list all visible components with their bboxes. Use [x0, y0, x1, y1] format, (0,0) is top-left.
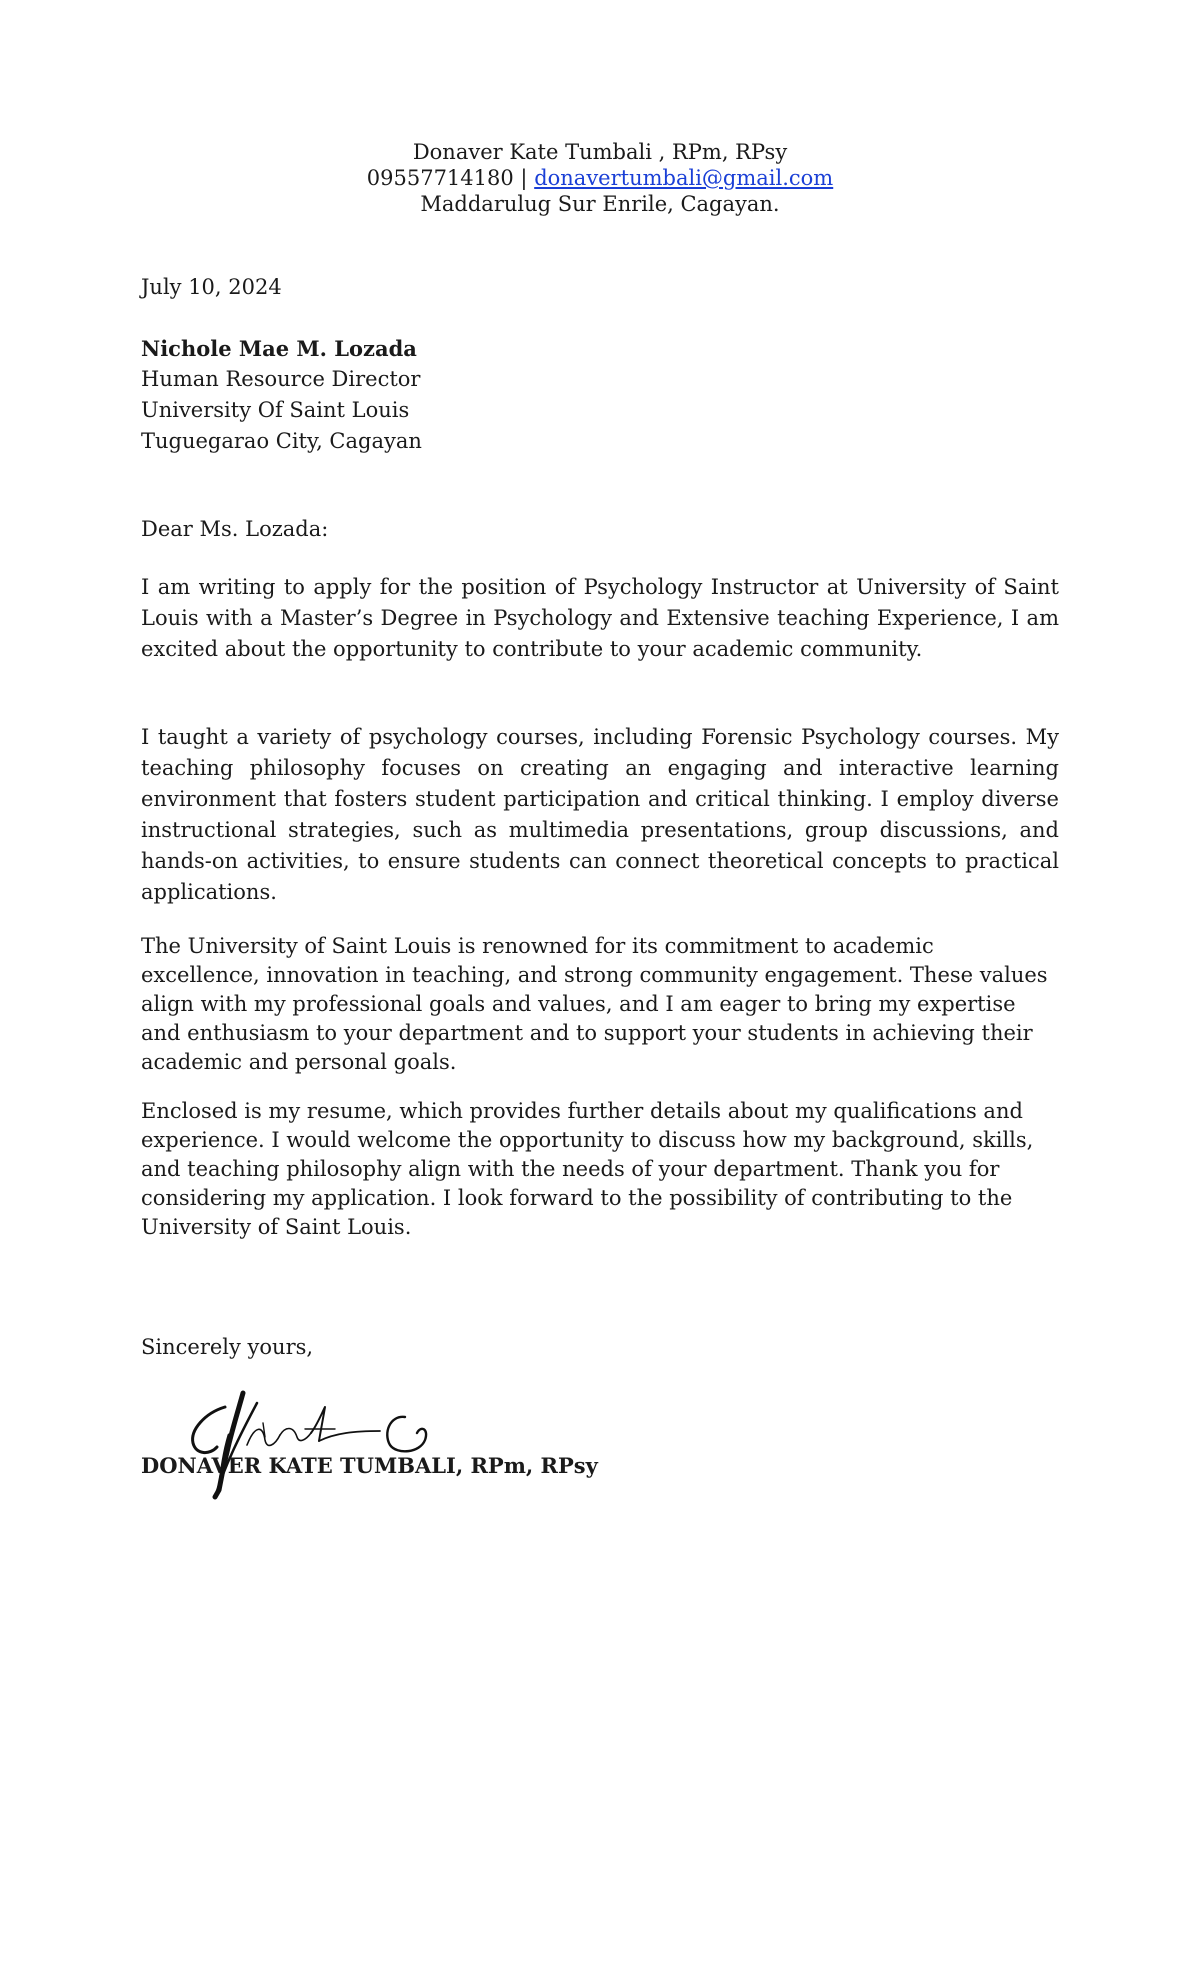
paragraph-intro: I am writing to apply for the position of Psychology Instructor at University of Saint Louis with a Master’s Degree in Psychology and Extensive teaching Experience, I am excited about the opportunity to contribute to your academic community.	[141, 575, 1059, 661]
salutation: Dear Ms. Lozada:	[141, 517, 329, 541]
sender-contact	[0, 165, 1200, 191]
sender-name: Donaver Kate Tumbali , RPm, RPsy	[412, 140, 788, 164]
sender-phone: 09557714180 |	[366, 166, 528, 190]
recipient-block	[141, 333, 1059, 457]
handwritten-signature	[185, 1385, 455, 1505]
recipient-organization: University Of Saint Louis	[141, 398, 410, 422]
sender-email-link[interactable]: donavertumbali@gmail.com	[534, 166, 834, 190]
sender-address: Maddarulug Sur Enrile, Cagayan.	[420, 192, 780, 216]
signer-name: DONAVER KATE TUMBALI, RPm, RPsy	[141, 1453, 598, 1478]
recipient-title: Human Resource Director	[141, 367, 421, 391]
letter-header	[0, 139, 1200, 217]
closing-phrase: Sincerely yours,	[141, 1335, 314, 1359]
recipient-address: Tuguegarao City, Cagayan	[141, 429, 422, 453]
paragraph-teaching: I taught a variety of psychology courses, including Forensic Psychology courses. My teaching philosophy focuses on creating an engaging and interactive learning environment that fosters student participation and critical thinking. I employ diverse instructional strategies, such as multimedia presentations, group discussions, and hands-on activities, to ensure students can connect theoretical concepts to practical applications.	[141, 725, 1059, 904]
paragraph-closing-remarks: Enclosed is my resume, which provides further details about my qualifications and experience. I would welcome the opportunity to discuss how my background, skills, and teaching philosophy align with the needs of your department. Thank you for considering my application. I look forward to the possibility of contributing to the University of Saint Louis.	[141, 1099, 1034, 1239]
paragraph-university: The University of Saint Louis is renowned for its commitment to academic excellence, innovation in teaching, and strong community engagement. These values align with my professional goals and values, and I am eager to bring my expertise and enthusiasm to your department and to support your students in achieving their academic and personal goals.	[141, 934, 1048, 1074]
recipient-name: Nichole Mae M. Lozada	[141, 336, 417, 361]
letter-date: July 10, 2024	[141, 275, 282, 299]
